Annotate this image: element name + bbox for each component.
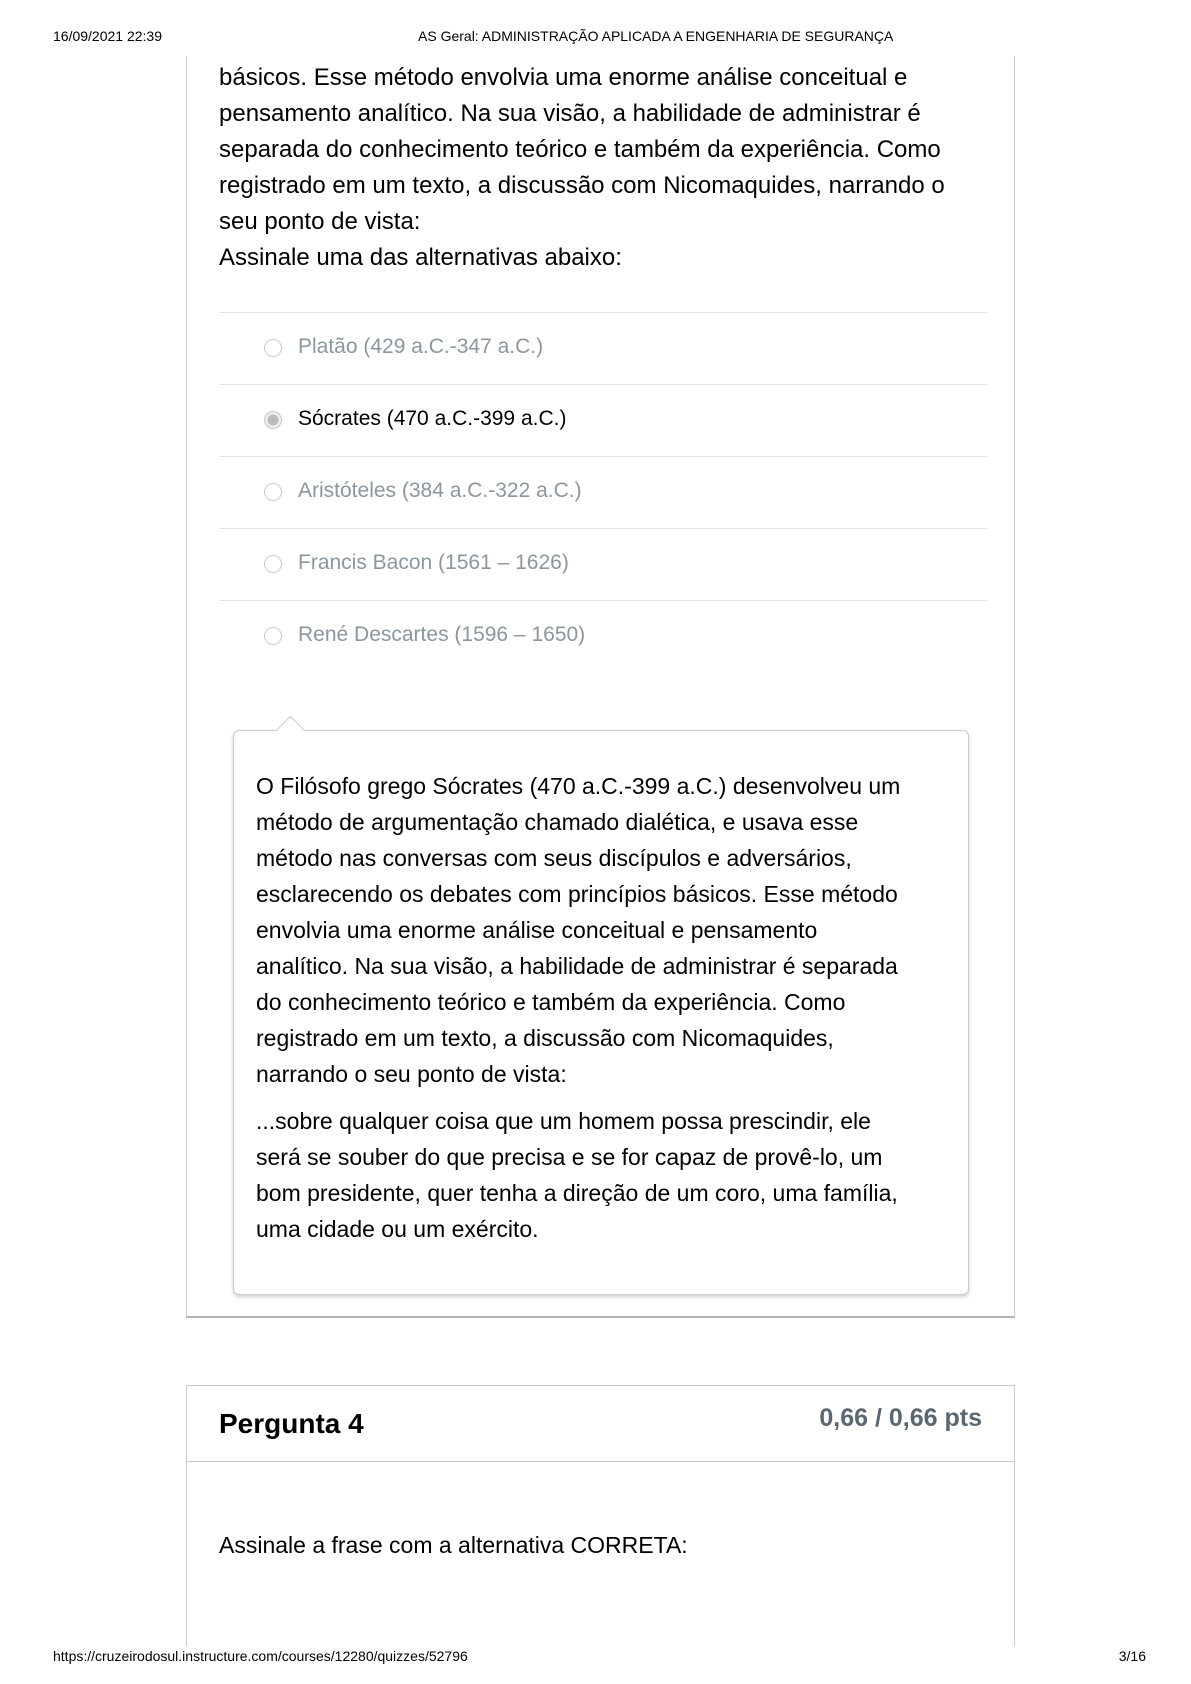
feedback-line: uma cidade ou um exército. [256,1216,539,1242]
question-text-line: separada do conhecimento teórico e também da experiência. Como [219,136,941,163]
answer-label: Sócrates (470 a.C.-399 a.C.) [298,407,567,430]
question-text-line: registrado em um texto, a discussão com Nicomaquides, narrando o [219,172,945,199]
feedback-line: ...sobre qualquer coisa que um homem possa prescindir, ele [256,1108,871,1134]
answer-label: Aristóteles (384 a.C.-322 a.C.) [298,479,582,502]
feedback-line: O Filósofo grego Sócrates (470 a.C.-399 a.C.) desenvolveu um [256,773,901,799]
print-date: 16/09/2021 22:39 [53,28,162,44]
question-points: 0,66 / 0,66 pts [819,1404,982,1432]
feedback-line: envolvia uma enorme análise conceitual e pensamento [256,917,818,943]
question-header [187,1386,1014,1462]
question-text-line: pensamento analítico. Na sua visão, a habilidade de administrar é [219,100,921,127]
answer-list [219,312,987,672]
answer-label: René Descartes (1596 – 1650) [298,623,586,646]
print-header [0,28,1191,48]
feedback-line: método de argumentação chamado dialética, e usava esse [256,809,859,835]
print-footer [0,1648,1191,1668]
feedback-line: esclarecendo os debates com princípios básicos. Esse método [256,881,898,907]
feedback-line: registrado em um texto, a discussão com Nicomaquides, [256,1025,834,1051]
question-4-card [186,1385,1015,1646]
question-3-text [219,60,979,276]
answer-option-platao[interactable] [219,312,987,384]
feedback-line: do conhecimento teórico e também da experiência. Como [256,989,846,1015]
question-3-card [186,56,1015,1318]
radio-button-selected[interactable] [264,411,282,429]
print-url: https://cruzeirodosul.instructure.com/courses/12280/quizzes/52796 [53,1648,468,1664]
answer-option-socrates[interactable] [219,384,987,456]
feedback-line: analítico. Na sua visão, a habilidade de administrar é separada [256,953,898,979]
print-page-title: AS Geral: ADMINISTRAÇÃO APLICADA A ENGENHARIA DE SEGURANÇA [418,28,894,44]
radio-button[interactable] [264,627,282,645]
feedback-line: será se souber do que precisa e se for capaz de provê-lo, um [256,1144,883,1170]
feedback-line: narrando o seu ponto de vista: [256,1061,567,1087]
answer-feedback-box [233,730,969,1295]
answer-option-rene-descartes[interactable] [219,600,987,672]
feedback-quote [256,1103,956,1247]
feedback-paragraph [256,768,956,1092]
answer-option-aristoteles[interactable] [219,456,987,528]
feedback-pointer [276,716,306,746]
question-prompt: Assinale uma das alternativas abaixo: [219,244,622,271]
answer-label: Platão (429 a.C.-347 a.C.) [298,335,544,358]
answer-label: Francis Bacon (1561 – 1626) [298,551,569,574]
feedback-line: bom presidente, quer tenha a direção de um coro, uma família, [256,1180,898,1206]
radio-button[interactable] [264,339,282,357]
answer-option-francis-bacon[interactable] [219,528,987,600]
print-page-number: 3/16 [1118,1648,1146,1664]
question-text-line: seu ponto de vista: [219,208,421,235]
radio-button[interactable] [264,555,282,573]
question-4-text: Assinale a frase com a alternativa CORRETA: [219,1532,688,1558]
feedback-text [256,768,956,1258]
question-text-line: básicos. Esse método envolvia uma enorme análise conceitual e [219,64,908,91]
radio-button[interactable] [264,483,282,501]
feedback-line: método nas conversas com seus discípulos e adversários, [256,845,852,871]
question-title: Pergunta 4 [219,1408,364,1439]
